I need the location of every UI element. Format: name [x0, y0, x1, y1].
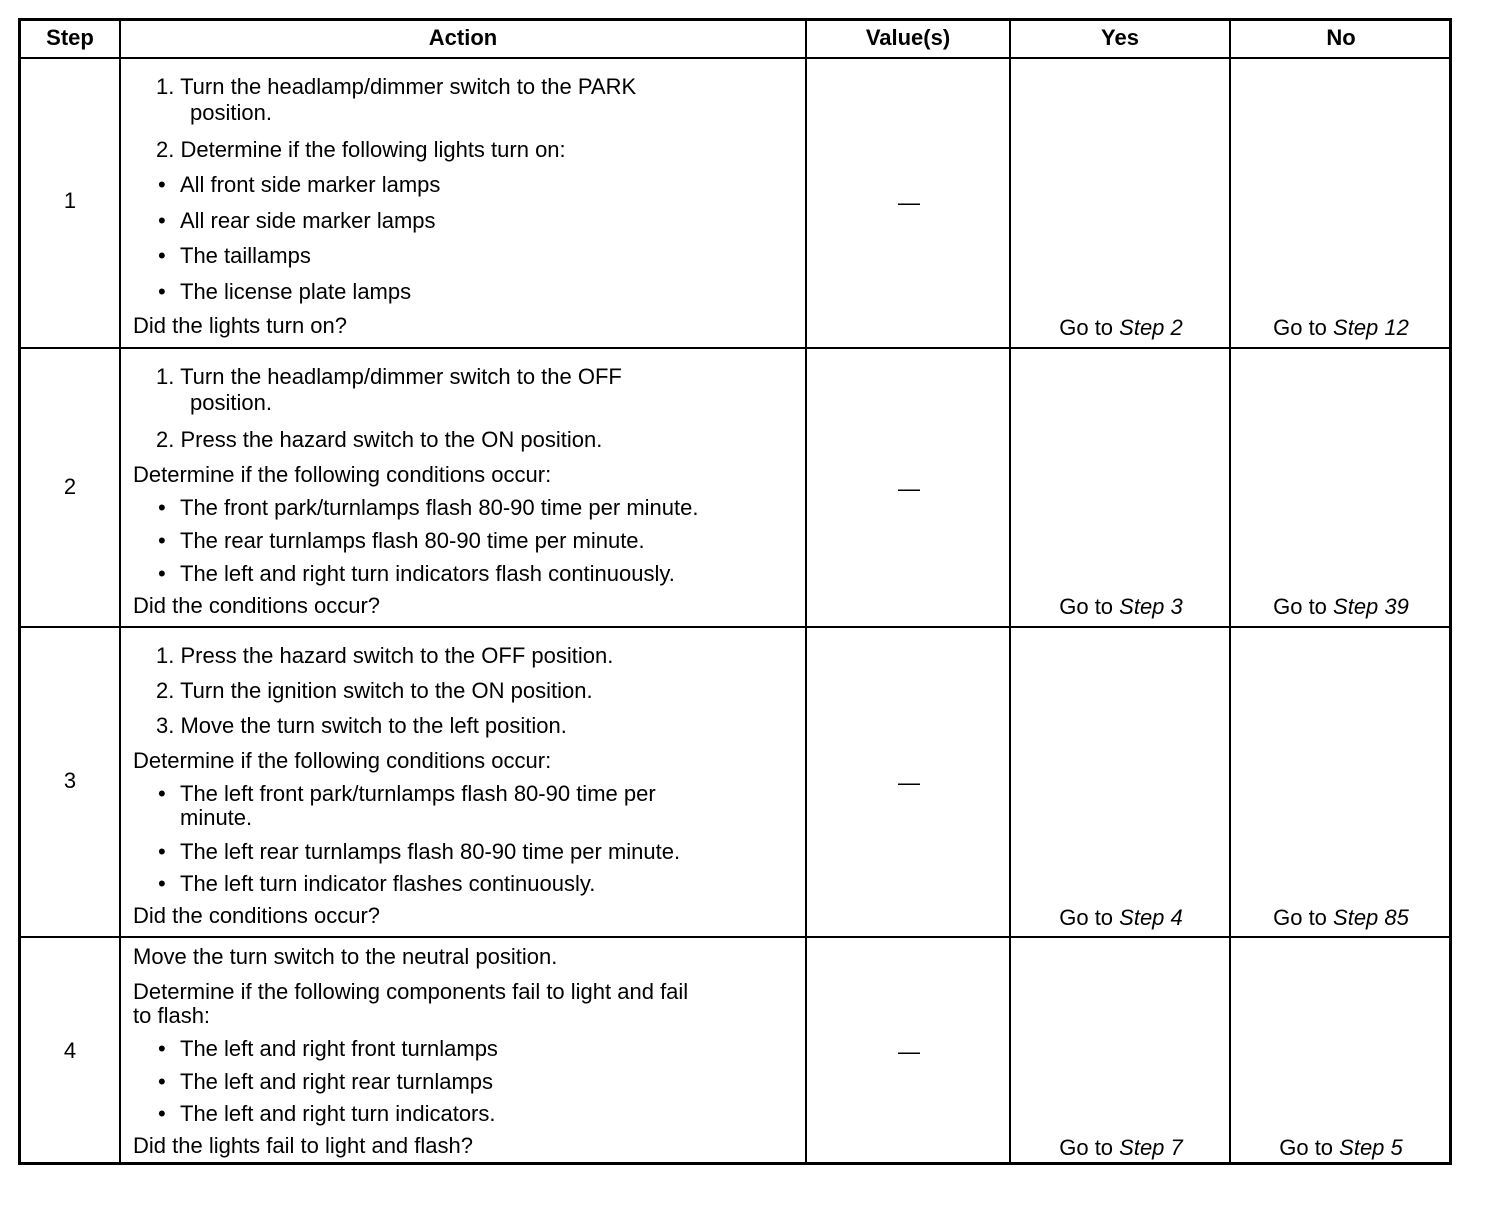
- action-line: The left and right turn indicators flash continuously.: [180, 561, 675, 586]
- no-link[interactable]: Go to Step 5: [1279, 1135, 1403, 1160]
- action-line: 2. Press the hazard switch to the ON position.: [156, 427, 603, 452]
- action-line: The left and right front turnlamps: [180, 1036, 498, 1061]
- action-question: Did the lights fail to light and flash?: [133, 1133, 473, 1158]
- header-divider: [18, 57, 1452, 59]
- action-line: The left and right rear turnlamps: [180, 1069, 494, 1094]
- action-line: The left rear turnlamps flash 80-90 time per minute.: [180, 839, 681, 864]
- row-divider-1: [18, 347, 1452, 349]
- yes-link[interactable]: Go to Step 3: [1059, 594, 1183, 619]
- value-cell: —: [898, 476, 920, 501]
- action-line: All rear side marker lamps: [180, 208, 436, 233]
- step-number: 4: [63, 1038, 77, 1063]
- bullet-icon: •: [158, 839, 166, 864]
- row-divider-3: [18, 936, 1452, 938]
- action-line: Determine if the following components fail to light and fail: [133, 979, 689, 1004]
- action-line: 2. Determine if the following lights turn on:: [156, 137, 566, 162]
- bullet-icon: •: [158, 561, 166, 586]
- header-values: Value(s): [865, 25, 951, 50]
- action-line: All front side marker lamps: [180, 172, 441, 197]
- value-cell: —: [898, 190, 920, 215]
- yes-link[interactable]: Go to Step 4: [1059, 905, 1183, 930]
- value-cell: —: [898, 770, 920, 795]
- bullet-icon: •: [158, 208, 166, 233]
- bullet-icon: •: [158, 871, 166, 896]
- action-line: The license plate lamps: [180, 279, 412, 304]
- header-yes: Yes: [1101, 25, 1139, 50]
- step-number: 1: [63, 188, 77, 213]
- action-line: 1. Press the hazard switch to the OFF position.: [156, 643, 614, 668]
- value-cell: —: [898, 1039, 920, 1064]
- yes-link[interactable]: Go to Step 7: [1059, 1135, 1183, 1160]
- action-line: position.: [190, 100, 272, 125]
- no-link[interactable]: Go to Step 39: [1273, 594, 1409, 619]
- action-question: Did the conditions occur?: [133, 903, 381, 928]
- bullet-icon: •: [158, 279, 166, 304]
- bullet-icon: •: [158, 243, 166, 268]
- bullet-icon: •: [158, 495, 166, 520]
- bullet-icon: •: [158, 528, 166, 553]
- bullet-icon: •: [158, 172, 166, 197]
- action-line: 1. Turn the headlamp/dimmer switch to the OFF: [156, 364, 622, 389]
- action-line: 3. Move the turn switch to the left position.: [156, 713, 567, 738]
- header-step: Step: [46, 25, 94, 50]
- step-number: 2: [63, 474, 77, 499]
- action-line: The left turn indicator flashes continuously.: [180, 871, 596, 896]
- header-no: No: [1326, 25, 1356, 50]
- action-line: to flash:: [133, 1003, 211, 1028]
- action-line: The front park/turnlamps flash 80-90 time per minute.: [180, 495, 699, 520]
- action-question: Did the conditions occur?: [133, 593, 381, 618]
- bullet-icon: •: [158, 1101, 166, 1126]
- action-line: 1. Turn the headlamp/dimmer switch to the PARK: [156, 74, 637, 99]
- action-line: The taillamps: [180, 243, 311, 268]
- col-divider-action: [805, 18, 807, 1165]
- row-divider-2: [18, 626, 1452, 628]
- action-line: Move the turn switch to the neutral position.: [133, 944, 558, 969]
- bullet-icon: •: [158, 781, 166, 806]
- bullet-icon: •: [158, 1036, 166, 1061]
- header-action: Action: [428, 25, 498, 50]
- no-link[interactable]: Go to Step 12: [1273, 315, 1409, 340]
- no-link[interactable]: Go to Step 85: [1273, 905, 1409, 930]
- action-line: The left front park/turnlamps flash 80-90 time per: [180, 781, 656, 806]
- col-divider-yes: [1229, 18, 1231, 1165]
- action-line: The left and right turn indicators.: [180, 1101, 496, 1126]
- action-line: Determine if the following conditions occur:: [133, 462, 552, 487]
- yes-link[interactable]: Go to Step 2: [1059, 315, 1183, 340]
- action-question: Did the lights turn on?: [133, 313, 348, 338]
- action-line: 2. Turn the ignition switch to the ON position.: [156, 678, 593, 703]
- action-line: The rear turnlamps flash 80-90 time per minute.: [180, 528, 645, 553]
- bullet-icon: •: [158, 1069, 166, 1094]
- action-line: position.: [190, 390, 272, 415]
- action-line: Determine if the following conditions occur:: [133, 748, 552, 773]
- action-line: minute.: [180, 805, 253, 830]
- step-number: 3: [63, 768, 77, 793]
